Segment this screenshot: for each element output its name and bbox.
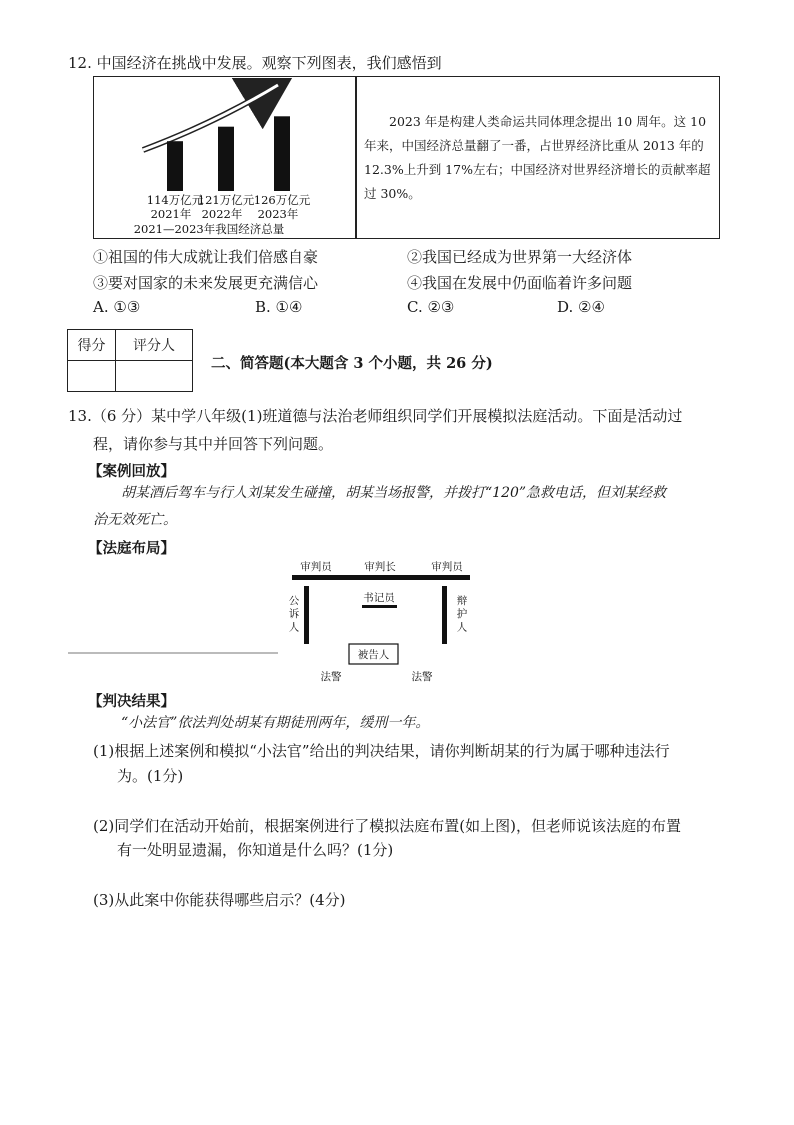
- figure-divider: [355, 76, 357, 239]
- layout-title: 【法庭布局】: [88, 540, 175, 557]
- q12-option-4: ④我国在发展中仍面临着许多问题: [407, 274, 633, 292]
- chief-judge-label: 审判长: [364, 561, 396, 573]
- sub3: (3)从此案中你能获得哪些启示？(4分): [93, 891, 346, 909]
- score-table: [67, 329, 193, 392]
- choice-c[interactable]: C. ②③: [407, 298, 455, 316]
- police-right-label: 法警: [411, 671, 433, 683]
- gdp-bar-chart: [95, 78, 353, 238]
- clerk-desk: [362, 605, 397, 608]
- grader-header: 评分人: [116, 330, 193, 361]
- value-label: 126万亿元: [253, 193, 311, 207]
- defender-label: 辩护人: [456, 595, 468, 634]
- category-label: 2022年: [201, 207, 243, 221]
- sub1-line2: 为。(1分): [117, 767, 184, 785]
- category-label: 2023年: [257, 207, 299, 221]
- q12-stem: 12. 中国经济在挑战中发展。观察下列图表，我们感悟到: [68, 54, 442, 72]
- case-line1: 胡某酒后驾车与行人刘某发生碰撞，胡某当场报警，并拨打“120”急救电话，但刘某经救: [121, 485, 667, 501]
- chart-title: 2021—2023年我国经济总量: [133, 222, 285, 236]
- value-label: 114万亿元: [146, 193, 204, 207]
- judge-right-label: 审判员: [431, 561, 463, 573]
- grader-cell[interactable]: [116, 361, 193, 392]
- defender-desk: [442, 586, 447, 644]
- q12-passage: 2023 年是构建人类命运共同体理念提出 10 周年。这 10 年来，中国经济总量翻了一番，占世界经济比重从 2013 年的 12.3%上升到 17%左右；中国经济对世界经济增长的贡献率超过 30%。: [364, 114, 711, 201]
- q12-option-3: ③要对国家的未来发展更充满信心: [93, 274, 319, 292]
- sub2-line1: (2)同学们在活动开始前，根据案例进行了模拟法庭布置(如上图)，但老师说该法庭的布置: [93, 817, 681, 835]
- verdict-text: “小法官”依法判处胡某有期徒刑两年，缓刑一年。: [121, 715, 430, 731]
- choice-a[interactable]: A. ①③: [93, 298, 141, 316]
- choice-d[interactable]: D. ②④: [557, 298, 605, 316]
- judges-bench: [292, 575, 470, 580]
- clerk-label: 书记员: [363, 592, 395, 604]
- case-line2: 治无效死亡。: [93, 512, 177, 528]
- section-2-title: 二、简答题(本大题含 3 个小题，共 26 分): [211, 355, 493, 372]
- police-left-label: 法警: [320, 671, 342, 683]
- sub1-line1: (1)根据上述案例和模拟“小法官”给出的判决结果，请你判断胡某的行为属于哪种违法行: [93, 742, 670, 760]
- courtroom-diagram: [280, 556, 480, 686]
- category-label: 2021年: [150, 207, 192, 221]
- bar-2023年: [274, 116, 290, 191]
- scan-artifact-line: [68, 652, 278, 654]
- judge-left-label: 审判员: [300, 561, 332, 573]
- sub2-line2: 有一处明显遗漏，你知道是什么吗？(1分): [117, 841, 394, 859]
- value-label: 121万亿元: [197, 193, 255, 207]
- bar-2021年: [167, 141, 183, 191]
- q12-option-2: ②我国已经成为世界第一大经济体: [407, 248, 633, 266]
- growth-arrow: [143, 85, 278, 150]
- q13-stem-line2: 程，请你参与其中并回答下列问题。: [93, 435, 334, 453]
- score-header: 得分: [68, 330, 116, 361]
- q13-stem-line1: 13.（6 分）某中学八年级(1)班道德与法治老师组织同学们开展模拟法庭活动。下面是活动过: [68, 407, 683, 425]
- prosecutor-label: 公诉人: [288, 595, 300, 634]
- q12-option-1: ①祖国的伟大成就让我们倍感自豪: [93, 248, 319, 266]
- verdict-title: 【判决结果】: [88, 693, 175, 710]
- prosecutor-desk: [304, 586, 309, 644]
- choice-b[interactable]: B. ①④: [255, 298, 303, 316]
- defendant-label: 被告人: [357, 649, 390, 661]
- bar-2022年: [218, 127, 234, 191]
- case-title: 【案例回放】: [88, 463, 175, 480]
- score-cell[interactable]: [68, 361, 116, 392]
